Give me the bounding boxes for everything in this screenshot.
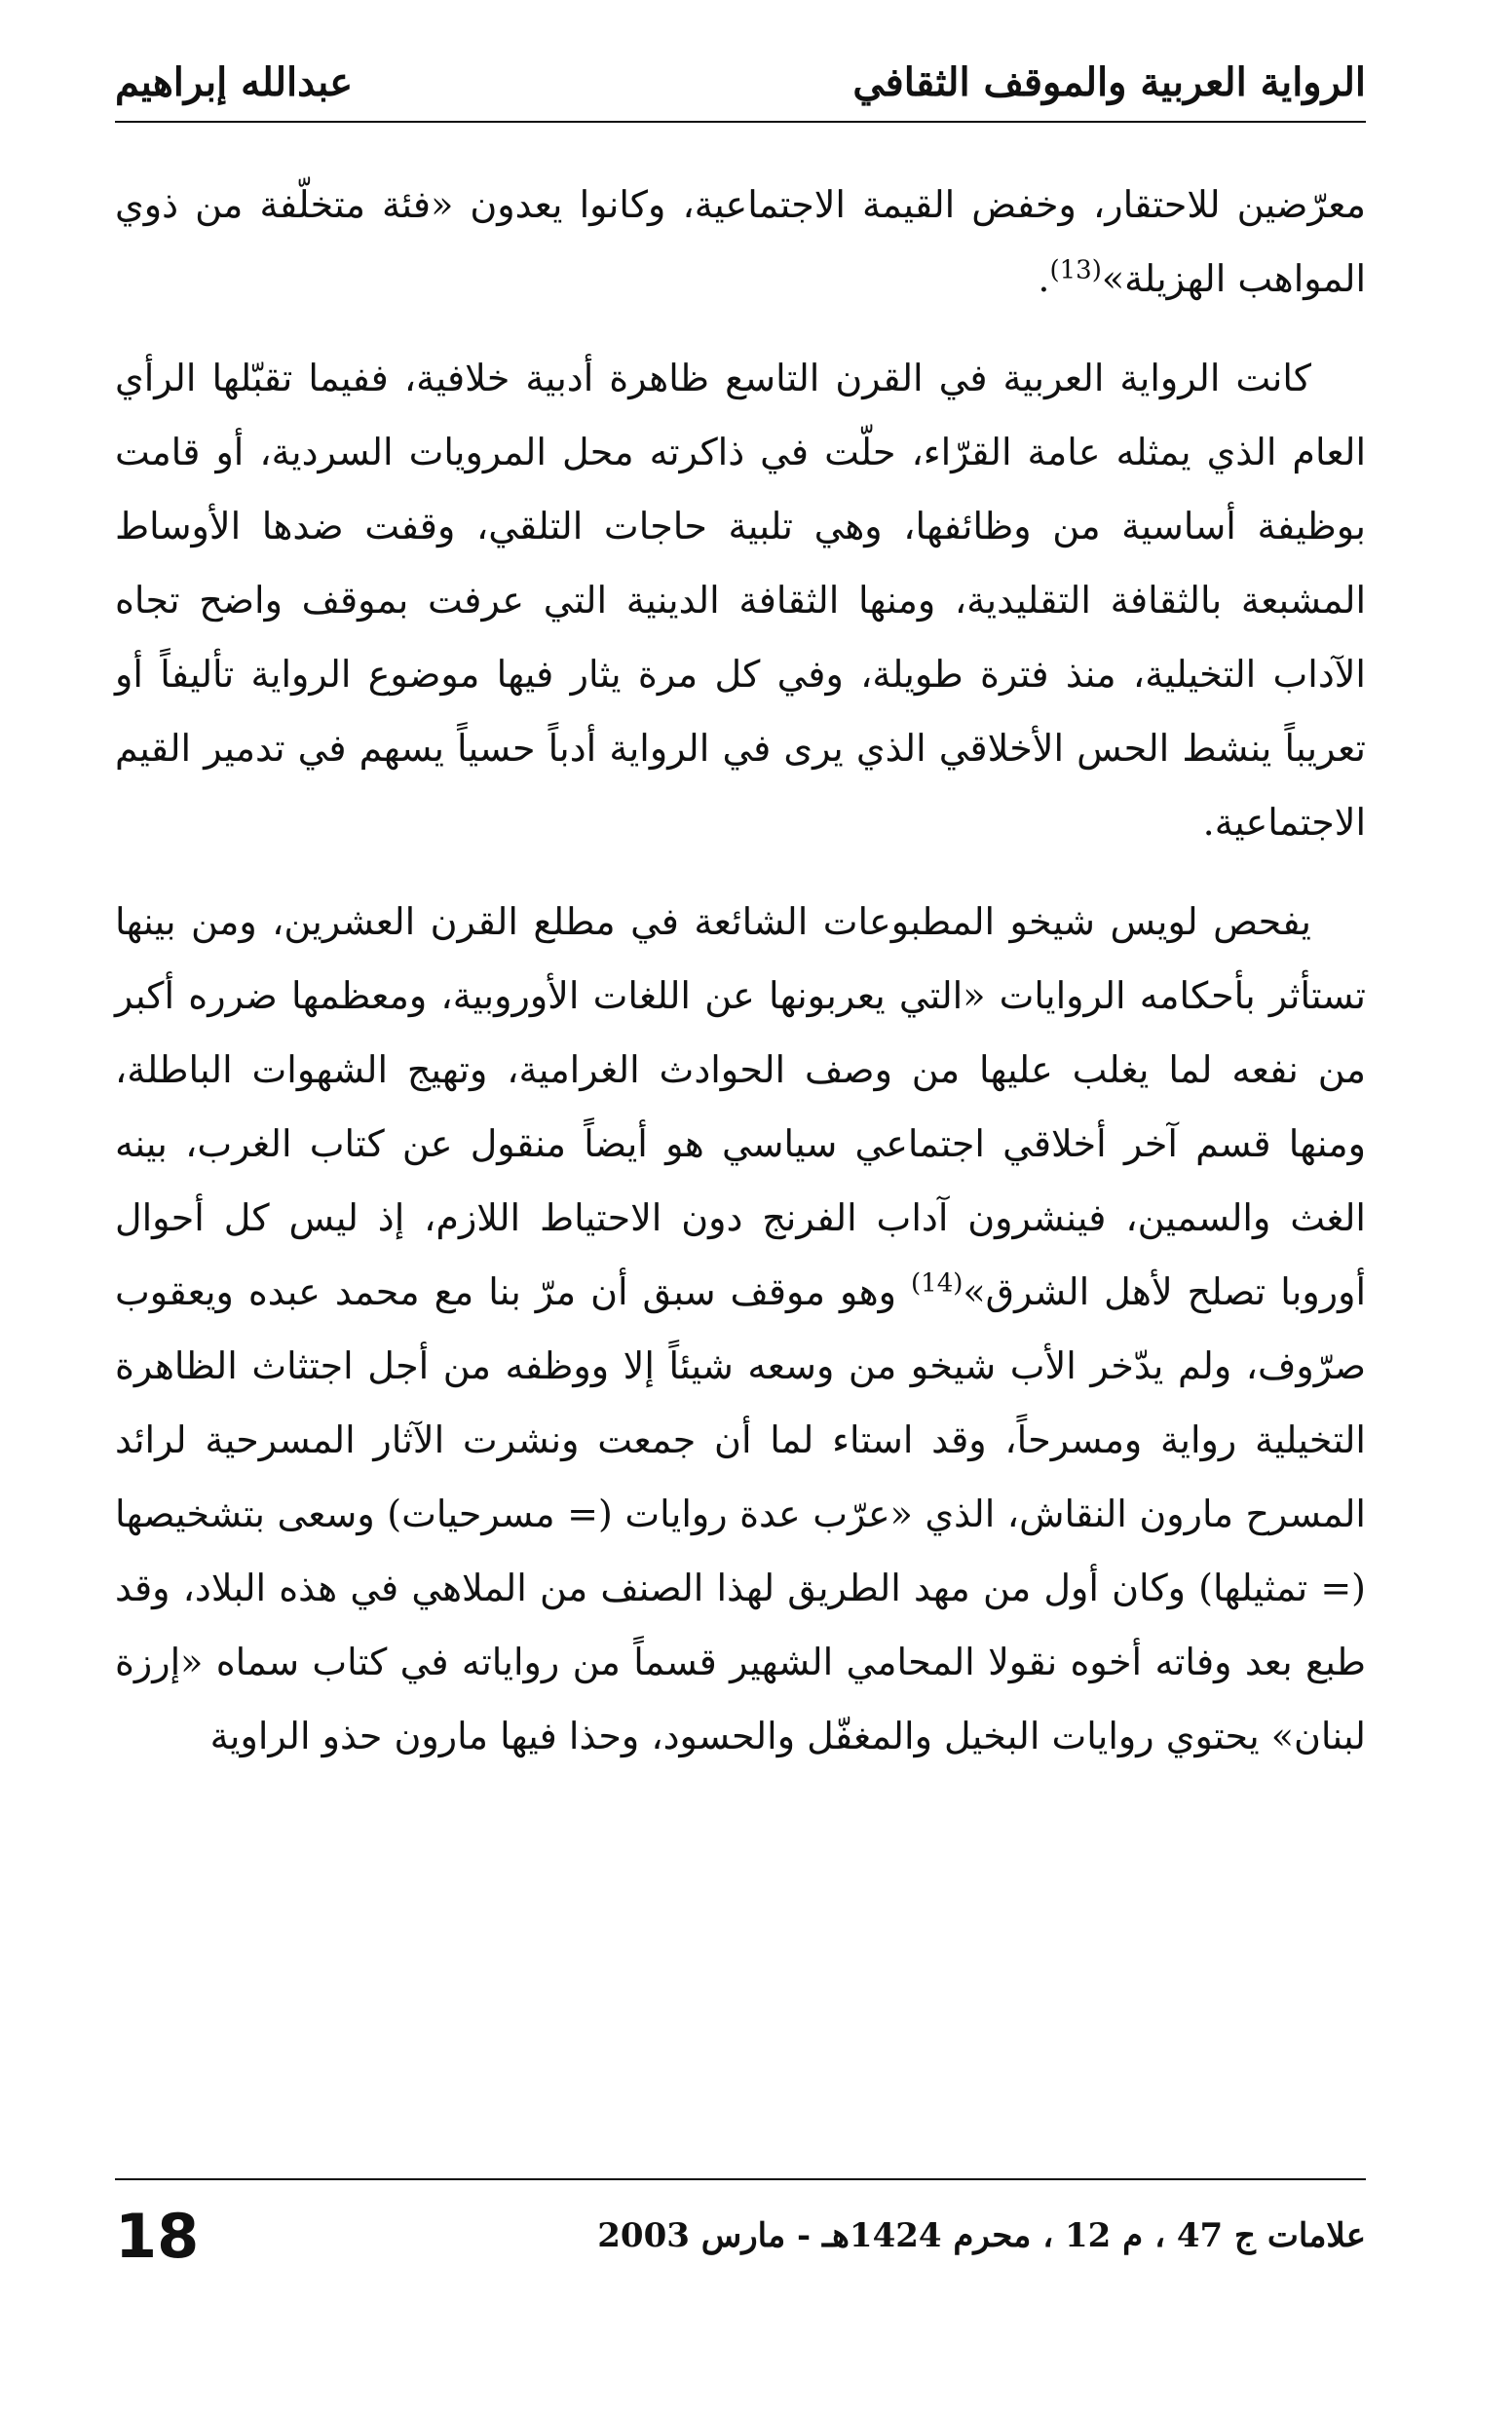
footnote-ref-14: (14)	[911, 1268, 964, 1299]
paragraph-1-end: .	[1038, 257, 1050, 300]
footnote-ref-13: (13)	[1049, 255, 1102, 285]
paragraph-2-text: كانت الرواية العربية في القرن التاسع ظاهرة أدبية خلافية، ففيما تقبّلها الرأي العام الذي يمثله عامة القرّاء، حلّت في ذاكرته محل المرويات السردية، أو قامت بوظيفة أساسية من وظائفها، وهي تلبية حاجات التلقي، وقفت ضدها الأوساط المشبعة بالثقافة التقليدية، ومنها الثقافة الدينية التي عرفت بموقف واضح تجاه الآداب التخيلية، منذ فترة طويلة، وفي كل مرة يثار فيها موضوع الرواية تأليفاً أو تعريباً ينشط الحس الأخلاقي الذي يرى في الرواية أدباً حسياً يسهم في تدمير القيم الاجتماعية.	[115, 357, 1366, 844]
paragraph-3-text: يفحص لويس شيخو المطبوعات الشائعة في مطلع القرن العشرين، ومن بينها تستأثر بأحكامه الروايات «التي يعربونها عن اللغات الأوروبية، ومعظمها ضرره أكبر من نفعه لما يغلب عليها من وصف الحوادث الغرامية، وتهيج الشهوات الباطلة، ومنها قسم آخر أخلاقي اجتماعي سياسي هو أيضاً منقول عن كتاب الغرب، بينه الغث والسمين، فينشرون آداب الفرنج دون الاحتياط اللازم، إذ ليس كل أحوال أوروبا تصلح لأهل الشرق»	[115, 900, 1366, 1313]
page-body	[115, 168, 1366, 1798]
paragraph-3	[115, 885, 1366, 1773]
page-footer	[115, 2192, 1366, 2280]
running-header	[115, 47, 1366, 117]
page-number: 18	[115, 2200, 200, 2272]
author-name: عبدالله إبراهيم	[115, 58, 354, 105]
book-title: الرواية العربية والموقف الثقافي	[852, 58, 1366, 105]
paragraph-1-text: معرّضين للاحتقار، وخفض القيمة الاجتماعية، وكانوا يعدون «فئة متخلّفة من ذوي المواهب الهزيلة»	[115, 183, 1366, 300]
paragraph-1	[115, 168, 1366, 316]
header-divider	[115, 121, 1366, 123]
paragraph-2	[115, 341, 1366, 859]
footer-divider	[115, 2178, 1366, 2180]
journal-info: علامات ج 47 ، م 12 ، محرم 1424هـ - مارس 2003	[597, 2216, 1366, 2255]
paragraph-3-continuation: وهو موقف سبق أن مرّ بنا مع محمد عبده ويعقوب صرّوف، ولم يدّخر الأب شيخو من وسعه شيئاً إلا ووظفه من أجل اجتثاث الظاهرة التخيلية رواية ومسرحاً، وقد استاء لما أن جمعت ونشرت الآثار المسرحية لرائد المسرح مارون النقاش، الذي «عرّب عدة روايات (= مسرحيات) وسعى بتشخيصها (= تمثيلها) وكان أول من مهد الطريق لهذا الصنف من الملاهي في هذه البلاد، وقد طبع بعد وفاته أخوه نقولا المحامي الشهير قسماً من رواياته في كتاب سماه «إرزة لبنان» يحتوي روايات البخيل والمغفّل والحسود، وحذا فيها مارون حذو الراوية	[115, 1270, 1366, 1757]
